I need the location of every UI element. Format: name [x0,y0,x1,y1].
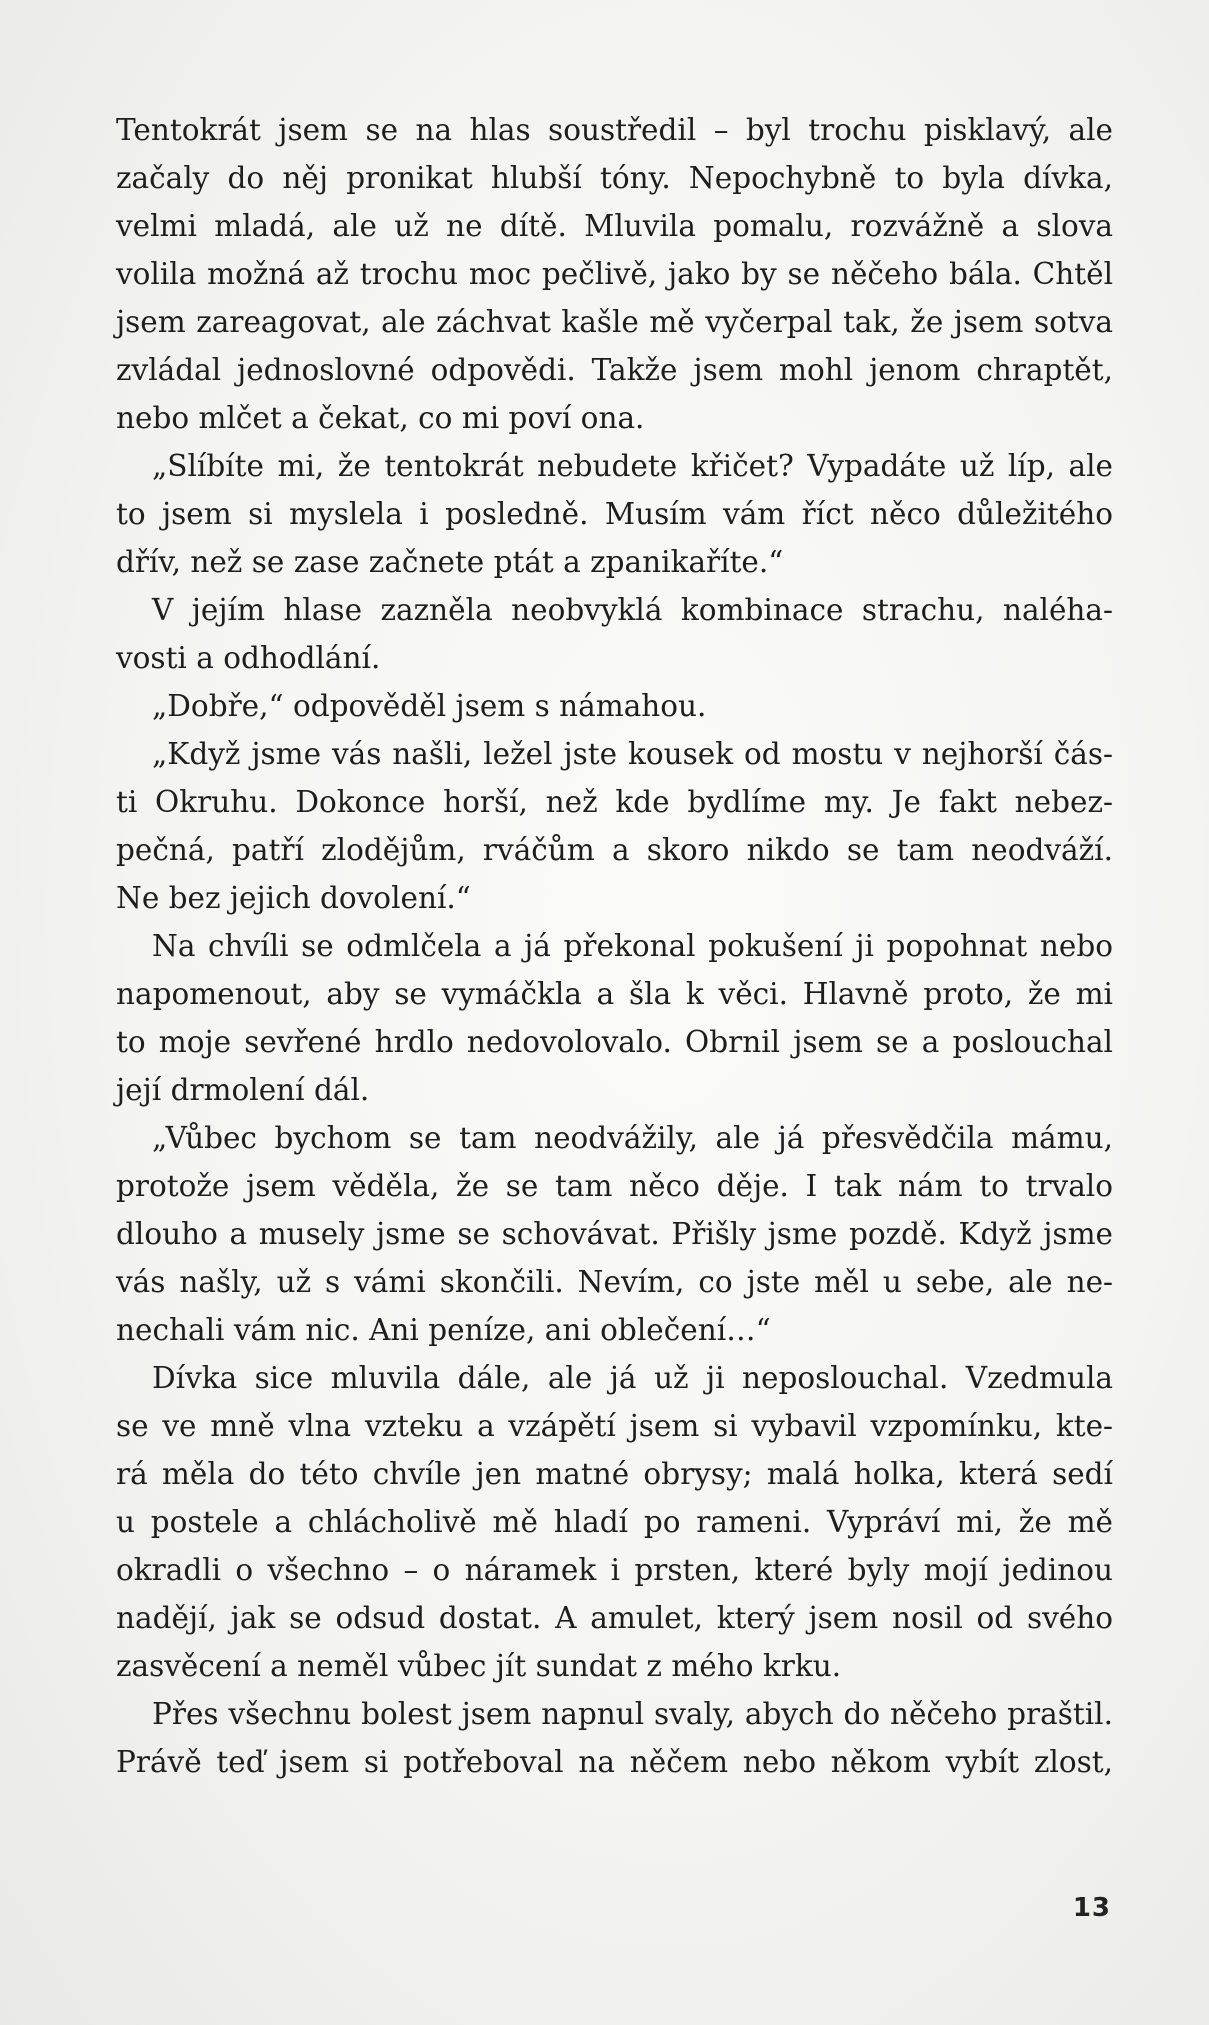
paragraph [116,1354,1113,1690]
text-line: rá měla do této chvíle jen matné obrysy; malá holka, která sedí [116,1457,1113,1491]
paragraph [116,442,1113,586]
text-line: „Dobře,“ odpověděl jsem s námahou. [152,689,707,723]
text-line: Ne bez jejich dovolení.“ [116,881,471,915]
page-number: 13 [1072,1893,1111,1923]
text-line: velmi mladá, ale už ne dítě. Mluvila pomalu, rozvážně a slova [116,209,1113,243]
text-line: její drmolení dál. [116,1073,370,1107]
text-line: dřív, než se zase začnete ptát a zpanikaříte.“ [116,545,784,579]
text-line: to moje sevřené hrdlo nedovolovalo. Obrnil jsem se a poslouchal [116,1025,1113,1059]
text-line: okradli o všechno – o náramek i prsten, které byly mojí jedinou [116,1553,1113,1587]
text-line: V jejím hlase zazněla neobvyklá kombinace strachu, naléha- [152,593,1113,627]
text-line: Právě teď jsem si potřeboval na něčem nebo někom vybít zlost, [116,1745,1113,1779]
text-line: Tentokrát jsem se na hlas soustředil – byl trochu pisklavý, ale [116,113,1113,147]
text-line: se ve mně vlna vzteku a vzápětí jsem si vybavil vzpomínku, kte- [116,1409,1113,1443]
text-line: nadějí, jak se odsud dostat. A amulet, který jsem nosil od svého [116,1601,1113,1635]
text-line: vás našly, už s vámi skončili. Nevím, co jste měl u sebe, ale ne- [116,1265,1113,1299]
text-line: ti Okruhu. Dokonce horší, než kde bydlíme my. Je fakt nebez- [116,785,1113,819]
text-line: „Slíbíte mi, že tentokrát nebudete křičet? Vypadáte už líp, ale [152,449,1113,483]
paragraph [116,106,1113,442]
text-line: Na chvíli se odmlčela a já překonal pokušení ji popohnat nebo [152,929,1113,963]
paragraph [116,730,1113,922]
paragraph [116,1690,1113,1786]
text-line: to jsem si myslela i posledně. Musím vám říct něco důležitého [116,497,1113,531]
body-text [116,106,1113,1786]
paragraph [116,1114,1113,1354]
text-line: dlouho a musely jsme se schovávat. Přišly jsme pozdě. Když jsme [116,1217,1113,1251]
paragraph [116,586,1113,682]
text-line: u postele a chlácholivě mě hladí po rameni. Vypráví mi, že mě [116,1505,1113,1539]
text-line: zasvěcení a neměl vůbec jít sundat z mého krku. [116,1649,842,1683]
text-line: Přes všechnu bolest jsem napnul svaly, abych do něčeho praštil. [152,1697,1113,1731]
text-line: začaly do něj pronikat hlubší tóny. Nepochybně to byla dívka, [116,161,1113,195]
text-line: nechali vám nic. Ani peníze, ani oblečení…“ [116,1313,771,1347]
paragraph [116,682,1113,730]
text-line: volila možná až trochu moc pečlivě, jako by se něčeho bála. Chtěl [116,257,1113,291]
paragraph [116,922,1113,1114]
text-line: nebo mlčet a čekat, co mi poví ona. [116,401,645,435]
text-line: „Když jsme vás našli, ležel jste kousek od mostu v nejhorší čás- [152,737,1113,771]
text-line: napomenout, aby se vymáčkla a šla k věci. Hlavně proto, že mi [116,977,1113,1011]
text-line: protože jsem věděla, že se tam něco děje. I tak nám to trvalo [116,1169,1113,1203]
text-line: Dívka sice mluvila dále, ale já už ji neposlouchal. Vzedmula [152,1361,1113,1395]
text-line: vosti a odhodlání. [116,641,381,675]
text-line: jsem zareagovat, ale záchvat kašle mě vyčerpal tak, že jsem sotva [116,305,1113,339]
text-line: zvládal jednoslovné odpovědi. Takže jsem mohl jenom chraptět, [116,353,1113,387]
text-line: „Vůbec bychom se tam neodvážily, ale já přesvědčila mámu, [152,1121,1113,1155]
text-line: pečná, patří zlodějům, rváčům a skoro nikdo se tam neodváží. [116,833,1113,867]
